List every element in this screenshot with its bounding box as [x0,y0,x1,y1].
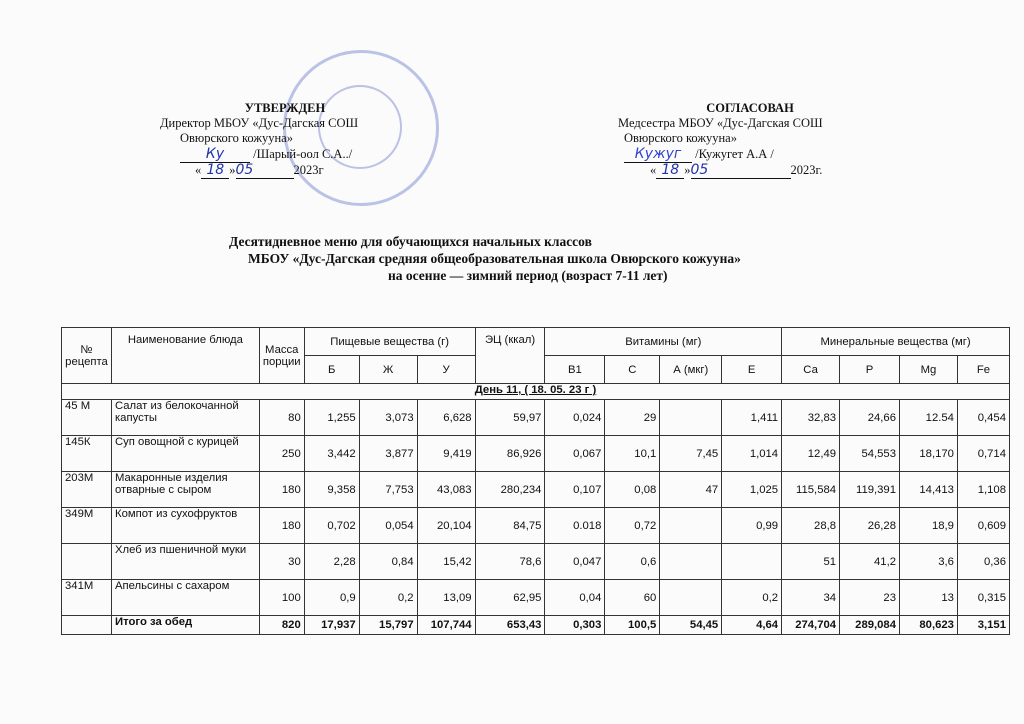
cell-ec: 78,6 [475,544,545,580]
agreement-block [600,101,900,179]
cell-a: 54,45 [660,616,722,635]
col-fe-header: Fe [957,356,1009,384]
col-nutrients-header: Пищевые вещества (г) [304,328,475,356]
cell-mass: 100 [259,580,304,616]
cell-mg: 13 [900,580,958,616]
approve-month: 05 [236,163,294,179]
cell-e: 4,64 [722,616,782,635]
cell-a: 47 [660,472,722,508]
cell-fe: 0,714 [957,436,1009,472]
cell-recipe: 45 М [62,400,112,436]
cell-fe: 0,36 [957,544,1009,580]
cell-dish: Макаронные изделия отварные с сыром [111,472,259,508]
cell-a [660,508,722,544]
agree-signature-line [600,147,900,163]
agree-year: 2023г. [790,163,823,177]
agree-month: 05 [691,163,791,179]
cell-recipe: 203М [62,472,112,508]
cell-p: 119,391 [840,472,900,508]
cell-ca: 12,49 [782,436,840,472]
cell-mass: 250 [259,436,304,472]
cell-b: 0,702 [304,508,359,544]
cell-dish: Компот из сухофруктов [111,508,259,544]
heading-line1: Десятидневное меню для обучающихся начальных классов [229,234,592,249]
cell-a: 7,45 [660,436,722,472]
cell-u: 9,419 [417,436,475,472]
col-zh-header: Ж [359,356,417,384]
cell-e: 0,99 [722,508,782,544]
cell-ec: 280,234 [475,472,545,508]
cell-ca: 115,584 [782,472,840,508]
cell-u: 6,628 [417,400,475,436]
cell-fe: 0,315 [957,580,1009,616]
col-e-header: Е [722,356,782,384]
approve-signature-line [150,147,420,163]
signature-mark: Ку [180,147,250,163]
cell-u: 15,42 [417,544,475,580]
col-v1-header: В1 [545,356,605,384]
cell-u: 13,09 [417,580,475,616]
agree-day: 18 [656,163,684,179]
cell-v1: 0,04 [545,580,605,616]
approve-position: Директор МБОУ «Дус-Дагская СОШ [160,116,359,130]
table-row [62,400,1010,436]
table-row [62,508,1010,544]
agree-org: Овюрского кожууна» [624,131,737,145]
cell-c: 0,08 [605,472,660,508]
cell-mg: 14,413 [900,472,958,508]
cell-c: 29 [605,400,660,436]
cell-fe: 0,454 [957,400,1009,436]
cell-ec: 653,43 [475,616,545,635]
cell-a [660,544,722,580]
cell-ec: 59,97 [475,400,545,436]
approve-org: Овюрского кожууна» [180,131,293,145]
approve-day: 18 [201,163,229,179]
cell-p: 24,66 [840,400,900,436]
cell-e: 1,411 [722,400,782,436]
approve-signature: /Шарый-оол С.А../ [253,147,353,161]
cell-dish: Суп овощной с курицей [111,436,259,472]
cell-p: 23 [840,580,900,616]
cell-e: 1,014 [722,436,782,472]
cell-v1: 0.018 [545,508,605,544]
cell-zh: 7,753 [359,472,417,508]
cell-b: 1,255 [304,400,359,436]
cell-c: 10,1 [605,436,660,472]
approval-block [150,101,420,179]
agree-position: Медсестра МБОУ «Дус-Дагская СОШ [618,116,823,130]
cell-recipe: 349М [62,508,112,544]
cell-dish: Апельсины с сахаром [111,580,259,616]
cell-dish: Итого за обед [111,616,259,635]
cell-zh: 3,877 [359,436,417,472]
cell-v1: 0,303 [545,616,605,635]
cell-b: 17,937 [304,616,359,635]
cell-recipe: 341М [62,580,112,616]
approve-title: УТВЕРЖДЕН [244,101,326,115]
cell-mass: 180 [259,472,304,508]
cell-c: 100,5 [605,616,660,635]
cell-mg: 3,6 [900,544,958,580]
cell-v1: 0,024 [545,400,605,436]
menu-table [61,327,1010,635]
cell-e [722,544,782,580]
cell-recipe: 145К [62,436,112,472]
col-mass-header: Масса порции [259,328,304,384]
cell-ec: 86,926 [475,436,545,472]
cell-a [660,580,722,616]
col-mg-header: Mg [900,356,958,384]
agree-title: СОГЛАСОВАН [706,101,794,115]
cell-e: 0,2 [722,580,782,616]
cell-mass: 180 [259,508,304,544]
cell-ec: 62,95 [475,580,545,616]
col-p-header: Р [840,356,900,384]
cell-mass: 30 [259,544,304,580]
cell-ca: 28,8 [782,508,840,544]
table-row [62,436,1010,472]
cell-b: 2,28 [304,544,359,580]
menu-heading [0,233,1024,284]
cell-zh: 0,84 [359,544,417,580]
cell-u: 107,744 [417,616,475,635]
day-label: День 11, ( 18. 05. 23 г ) [62,384,1010,400]
cell-c: 0,6 [605,544,660,580]
cell-a [660,400,722,436]
cell-b: 3,442 [304,436,359,472]
col-a-header: А (мкг) [660,356,722,384]
col-u-header: У [417,356,475,384]
cell-dish: Салат из белокочанной капусты [111,400,259,436]
cell-ca: 32,83 [782,400,840,436]
cell-mg: 18,9 [900,508,958,544]
agree-date: « 18 »05 2023г. [650,162,823,178]
cell-c: 60 [605,580,660,616]
cell-zh: 15,797 [359,616,417,635]
cell-u: 43,083 [417,472,475,508]
col-vitamins-header: Витамины (мг) [545,328,782,356]
table-row [62,472,1010,508]
cell-ca: 51 [782,544,840,580]
col-b-header: Б [304,356,359,384]
cell-mass: 80 [259,400,304,436]
cell-recipe [62,544,112,580]
cell-v1: 0,067 [545,436,605,472]
cell-ca: 274,704 [782,616,840,635]
cell-ec: 84,75 [475,508,545,544]
col-ca-header: Са [782,356,840,384]
cell-b: 0,9 [304,580,359,616]
col-recipe-header: № рецепта [62,328,112,384]
col-c-header: С [605,356,660,384]
cell-zh: 3,073 [359,400,417,436]
cell-p: 54,553 [840,436,900,472]
agree-signature: /Кужугет А.А / [695,147,774,161]
cell-fe: 0,609 [957,508,1009,544]
cell-e: 1,025 [722,472,782,508]
cell-dish: Хлеб из пшеничной муки [111,544,259,580]
col-energy-header: ЭЦ (ккал) [475,328,545,384]
col-dish-header: Наименование блюда [111,328,259,384]
heading-line3: на осенне — зимний период (возраст 7-11 лет) [388,268,668,283]
cell-fe: 3,151 [957,616,1009,635]
cell-p: 289,084 [840,616,900,635]
cell-ca: 34 [782,580,840,616]
cell-mg: 80,623 [900,616,958,635]
total-row [62,616,1010,635]
cell-b: 9,358 [304,472,359,508]
cell-mg: 12.54 [900,400,958,436]
cell-recipe [62,616,112,635]
signature-mark: Кужуг [624,147,692,163]
cell-zh: 0,054 [359,508,417,544]
cell-p: 41,2 [840,544,900,580]
cell-v1: 0,047 [545,544,605,580]
approve-year: 2023г [293,163,324,177]
approve-date: « 18 »05 2023г [195,162,324,178]
cell-u: 20,104 [417,508,475,544]
cell-p: 26,28 [840,508,900,544]
cell-c: 0,72 [605,508,660,544]
heading-line2: МБОУ «Дус-Дагская средняя общеобразовательная школа Овюрского кожууна» [248,251,741,266]
table-row [62,580,1010,616]
cell-mg: 18,170 [900,436,958,472]
cell-v1: 0,107 [545,472,605,508]
cell-mass: 820 [259,616,304,635]
table-row [62,544,1010,580]
cell-zh: 0,2 [359,580,417,616]
cell-fe: 1,108 [957,472,1009,508]
col-minerals-header: Минеральные вещества (мг) [782,328,1010,356]
